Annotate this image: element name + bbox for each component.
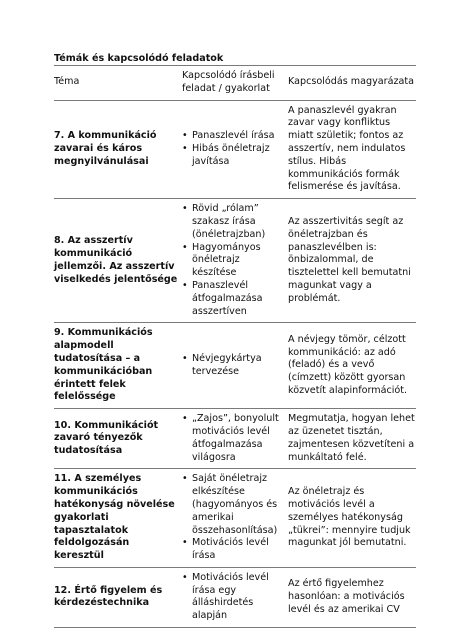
table-row xyxy=(54,469,416,568)
task-item: • Rövid „rólam” szakasz írása (önéletrajzban) xyxy=(182,203,282,241)
task-item: • Névjegykártya tervezése xyxy=(182,353,282,379)
table-row xyxy=(54,199,416,323)
header-topic: Téma xyxy=(54,66,178,101)
header-explanation: Kapcsolódás magyarázata xyxy=(282,66,416,101)
row-topic: 7. A kommunikáció zavarai és káros megnyilvánulásai xyxy=(54,100,178,199)
row-explanation: Az önéletrajz és motivációs levél a személyes hatékonyság „tükrei”: mennyire tudjuk magunkat jól bemutatni. xyxy=(282,469,416,568)
row-tasks xyxy=(178,323,282,409)
task-item: • Hagyományos önéletrajz készítése xyxy=(182,242,282,280)
row-explanation: Megmutatja, hogyan lehet az üzenetet tisztán, zajmentesen közvetíteni a munkáltató felé. xyxy=(282,409,416,469)
row-tasks xyxy=(178,567,282,627)
task-item: • Motivációs levél írása xyxy=(182,537,282,563)
row-topic: 10. Kommunikációt zavaró tényezők tudatosítása xyxy=(54,409,178,469)
row-topic: 11. A személyes kommunikációs hatékonyság növelése gyakorlati tapasztalatok feldolgozásán keresztül xyxy=(54,469,178,568)
row-explanation: A névjegy tömör, célzott kommunikáció: az adó (feladó) és a vevő (címzett) között gyorsan közvetít alapinformációt. xyxy=(282,323,416,409)
row-tasks xyxy=(178,199,282,323)
row-explanation: A panaszlevél gyakran zavar vagy konfliktus miatt születik; fontos az asszertív, nem indulatos stílus. Hibás kommunikációs formák felismerése és javítása. xyxy=(282,100,416,199)
row-tasks xyxy=(178,469,282,568)
header-task: Kapcsolódó írásbeli feladat / gyakorlat xyxy=(178,66,282,101)
topics-table xyxy=(54,65,416,628)
task-item: • Motivációs levél írása egy álláshirdetés alapján xyxy=(182,572,282,623)
table-row xyxy=(54,409,416,469)
row-topic: 9. Kommunikációs alapmodell tudatosítása – a kommunikációban érintett felek felelőssége xyxy=(54,323,178,409)
row-explanation: Az értő figyelemhez hasonlóan: a motivációs levél és az amerikai CV xyxy=(282,567,416,627)
table-header-row xyxy=(54,66,416,101)
task-item: • „Zajos”, bonyolult motivációs levél átfogalmazása világosra xyxy=(182,413,282,464)
task-item: • Saját önéletrajz elkészítése (hagyományos és amerikai összehasonlítása) xyxy=(182,473,282,537)
table-row xyxy=(54,567,416,627)
row-topic: 12. Értő figyelem és kérdezéstechnika xyxy=(54,567,178,627)
row-tasks xyxy=(178,100,282,199)
row-explanation: Az asszertivitás segít az önéletrajzban és panaszlevélben is: önbizalommal, de tisztelettel kell bemutatni magunkat vagy a problémát. xyxy=(282,199,416,323)
row-tasks xyxy=(178,409,282,469)
task-item: • Panaszlevél írása xyxy=(182,130,282,143)
task-item: • Panaszlevél átfogalmazása asszertíven xyxy=(182,280,282,318)
row-topic: 8. Az asszertív kommunikáció jellemzői. Az asszertív viselkedés jelentősége xyxy=(54,199,178,323)
document-title: Témák és kapcsolódó feladatok xyxy=(54,53,224,64)
table-row xyxy=(54,323,416,409)
task-item: • Hibás önéletrajz javítása xyxy=(182,143,282,169)
table-row xyxy=(54,100,416,199)
